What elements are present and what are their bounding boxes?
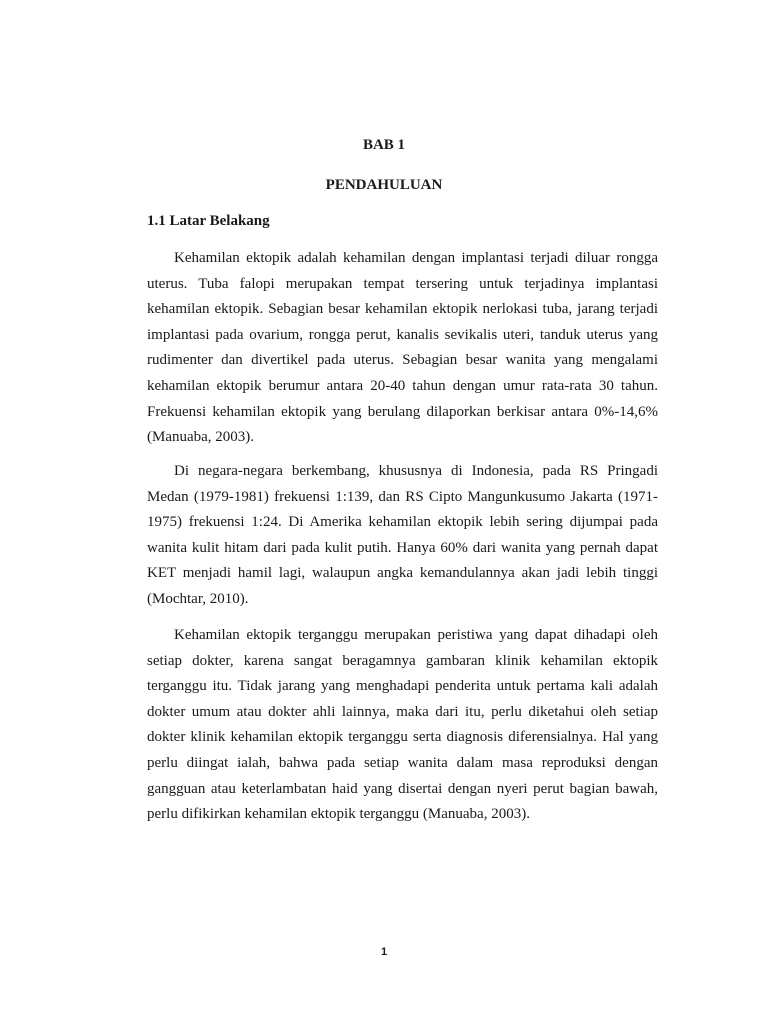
paragraph-3: Kehamilan ektopik terganggu merupakan peristiwa yang dapat dihadapi oleh setiap dokter, karena sangat beragamnya gambaran klinik kehamilan ektopik terganggu itu. Tidak jarang yang menghadapi penderita untuk pertama kali adalah dokter umum atau dokter ahli lainnya, maka dari itu, perlu diketahui oleh setiap dokter klinik kehamilan ektopik terganggu serta diagnosis diferensialnya. Hal yang perlu diingat ialah, bahwa pada setiap wanita dalam masa reproduksi dengan gangguan atau keterlambatan haid yang disertai dengan nyeri perut bagian bawah, perlu difikirkan kehamilan ektopik terganggu (Manuaba, 2003). — [147, 627, 658, 823]
paragraph-2: Di negara-negara berkembang, khususnya di Indonesia, pada RS Pringadi Medan (1979-1981) frekuensi 1:139, dan RS Cipto Mangunkusumo Jakarta (1971-1975) frekuensi 1:24. Di Amerika kehamilan ektopik lebih sering dijumpai pada wanita kulit hitam dari pada kulit putih. Hanya 60% dari wanita yang pernah dapat KET menjadi hamil lagi, walaupun angka kemandulannya akan jadi lebih tinggi (Mochtar, 2010). — [147, 463, 658, 607]
chapter-title: PENDAHULUAN — [325, 177, 443, 193]
chapter-number: BAB 1 — [362, 137, 406, 153]
paragraph-1: Kehamilan ektopik adalah kehamilan dengan implantasi terjadi diluar rongga uterus. Tuba falopi merupakan tempat tersering untuk terjadinya implantasi kehamilan ektopik. Sebagian besar kehamilan ektopik nerlokasi tuba, jarang terjadi implantasi pada ovarium, rongga perut, kanalis sevikalis uteri, tanduk uterus yang rudimenter dan divertikel pada uterus. Sebagian besar wanita yang mengalami kehamilan ektopik berumur antara 20-40 tahun dengan umur rata-rata 30 tahun. Frekuensi kehamilan ektopik yang berulang dilaporkan berkisar antara 0%-14,6% (Manuaba, 2003). — [147, 250, 658, 446]
section-heading: 1.1 Latar Belakang — [147, 213, 270, 229]
page-number: 1 — [380, 946, 388, 958]
